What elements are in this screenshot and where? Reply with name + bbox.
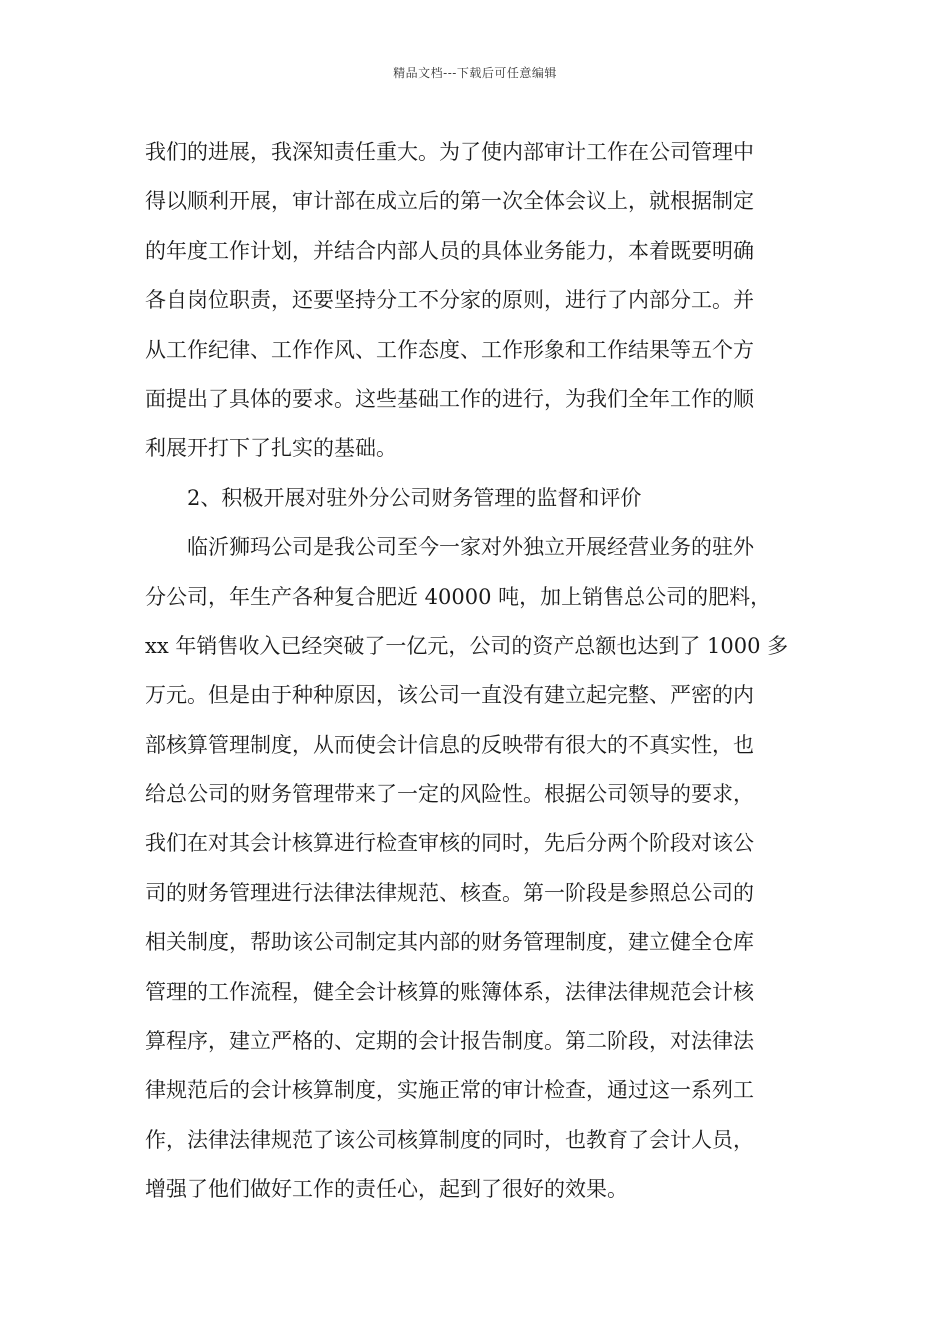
text-line: 我们的进展，我深知责任重大。为了使内部审计工作在公司管理中	[145, 140, 754, 164]
text-line: 临沂狮玛公司是我公司至今一家对外独立开展经营业务的驻外	[187, 535, 754, 560]
text-line: 算程序，建立严格的、定期的会计报告制度。第二阶段，对法律法	[145, 1029, 754, 1054]
text-line: 相关制度，帮助该公司制定其内部的财务管理制度，建立健全仓库	[145, 930, 754, 955]
page-header: 精品文档---下载后可任意编辑	[393, 66, 557, 80]
document-body	[145, 128, 810, 1215]
text-line: 作，法律法律规范了该公司核算制度的同时，也教育了会计人员，	[145, 1127, 754, 1152]
text-line: 各自岗位职责，还要坚持分工不分家的原则，进行了内部分工。并	[145, 288, 754, 313]
text-line: 我们在对其会计核算进行检查审核的同时，先后分两个阶段对该公	[145, 831, 754, 856]
text-line: 2、积极开展对驻外分公司财务管理的监督和评价	[187, 485, 642, 510]
text-line: 给总公司的财务管理带来了一定的风险性。根据公司领导的要求，	[145, 782, 754, 807]
text-line: 管理的工作流程，健全会计核算的账簿体系，法律法律规范会计核	[145, 979, 754, 1004]
text-line: 部核算管理制度，从而使会计信息的反映带有很大的不真实性，也	[145, 732, 754, 757]
text-line: 司的财务管理进行法律法律规范、核查。第一阶段是参照总公司的	[145, 880, 754, 905]
text-line: 万元。但是由于种种原因，该公司一直没有建立起完整、严密的内	[145, 683, 754, 708]
text-line: 利展开打下了扎实的基础。	[145, 436, 397, 461]
text-line: 分公司，年生产各种复合肥近 40000 吨，加上销售总公司的肥料，	[145, 584, 772, 609]
text-line: 从工作纪律、工作作风、工作态度、工作形象和工作结果等五个方	[145, 337, 754, 362]
text-line: 增强了他们做好工作的责任心，起到了很好的效果。	[145, 1177, 628, 1202]
text-line: xx 年销售收入已经突破了一亿元，公司的资产总额也达到了 1000 多	[145, 633, 789, 658]
text-line: 的年度工作计划，并结合内部人员的具体业务能力，本着既要明确	[145, 238, 754, 263]
text-line: 律规范后的会计核算制度，实施正常的审计检查，通过这一系列工	[145, 1078, 754, 1103]
text-line: 面提出了具体的要求。这些基础工作的进行，为我们全年工作的顺	[145, 386, 754, 411]
text-line: 得以顺利开展，审计部在成立后的第一次全体会议上，就根据制定	[145, 189, 754, 214]
